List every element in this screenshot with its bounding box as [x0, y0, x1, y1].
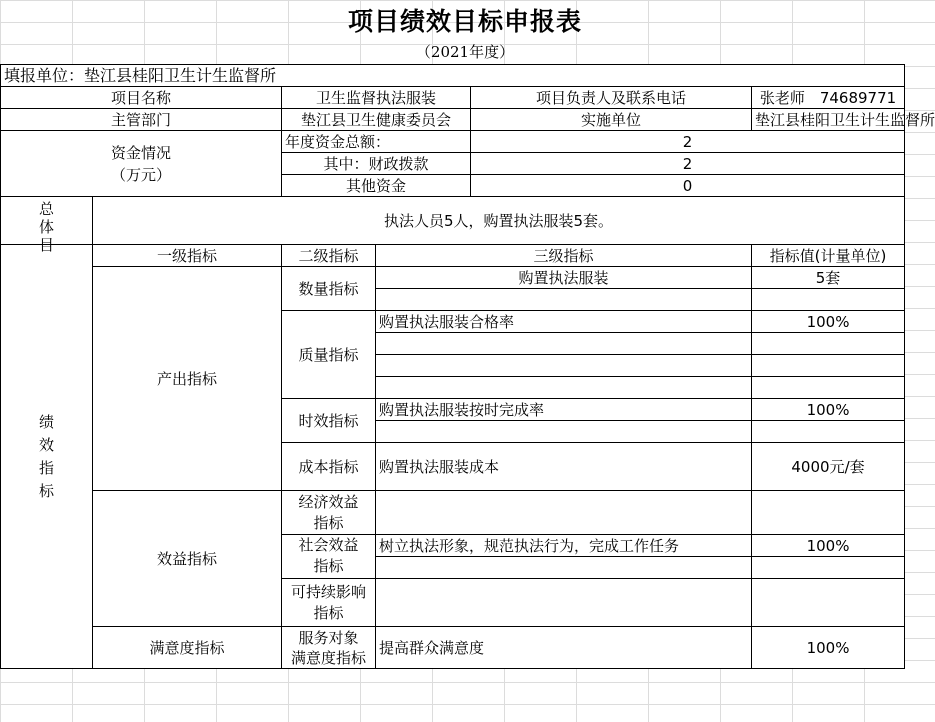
cost-item: 购置执法服装成本: [376, 443, 752, 491]
quality-value-empty: [752, 333, 905, 355]
funds-label-line1: 资金情况: [110, 143, 171, 162]
quality-item-empty: [376, 377, 752, 399]
funds-fiscal-label: 其中：财政拨款: [282, 153, 471, 175]
filling-unit-cell: 填报单位：垫江县桂阳卫生计生监督所: [1, 65, 905, 87]
project-contact-label: 项目负责人及联系电话: [471, 87, 752, 109]
funds-total-value: 2: [471, 131, 905, 153]
cost-value: 4000元/套: [752, 443, 905, 491]
output-indicator-label: 产出指标: [93, 267, 282, 491]
implementing-unit-value: 垫江县桂阳卫生计生监督所: [752, 109, 905, 131]
page-title: 项目绩效目标申报表: [347, 7, 582, 36]
quantity-value-empty: [752, 289, 905, 311]
timeliness-item-empty: [376, 421, 752, 443]
funds-label-line2: （万元）: [110, 165, 171, 184]
economic-indicator-label: 经济效益 指标: [282, 491, 376, 535]
satisfaction-indicator-label: 满意度指标: [93, 627, 282, 669]
performance-header-row: [1, 245, 905, 267]
quality-value: 100%: [752, 311, 905, 333]
sustainability-value-empty: [752, 579, 905, 627]
year-subtitle: （2021年度）: [415, 43, 515, 61]
quality-item-empty: [376, 355, 752, 377]
funds-fiscal-value: 2: [471, 153, 905, 175]
header-level2: 二级指标: [282, 245, 376, 267]
sustainability-item-empty: [376, 579, 752, 627]
quality-item-empty: [376, 333, 752, 355]
social-item-empty: [376, 557, 752, 579]
overall-goal-label: [1, 197, 93, 254]
timeliness-item: 购置执法服装按时完成率: [376, 399, 752, 421]
timeliness-indicator-label: 时效指标: [282, 399, 376, 443]
quality-value-empty: [752, 355, 905, 377]
funds-label: [1, 131, 282, 197]
economic-item-empty: [376, 491, 752, 535]
report-table: [0, 64, 935, 669]
overall-goal-label-text: 总 体 目: [38, 199, 54, 254]
quality-indicator-label: 质量指标: [282, 311, 376, 399]
funds-other-value: 0: [471, 175, 905, 197]
social-indicator-label: 社会效益 指标: [282, 535, 376, 579]
performance-indicators-label: 绩 效 指 标: [1, 245, 93, 669]
implementing-unit-label: 实施单位: [471, 109, 752, 131]
overall-goal-row: [1, 197, 905, 245]
overall-goal-text: 执法人员5人，购置执法服装5套。: [93, 197, 905, 245]
department-label: 主管部门: [1, 109, 282, 131]
social-value-empty: [752, 557, 905, 579]
header-level1: 一级指标: [93, 245, 282, 267]
timeliness-value: 100%: [752, 399, 905, 421]
satisfaction-sub-label: 服务对象 满意度指标: [282, 627, 376, 669]
satisfaction-item: 提高群众满意度: [376, 627, 752, 669]
benefit-indicator-label: 效益指标: [93, 491, 282, 627]
funds-total-label: 年度资金总额：: [282, 131, 471, 153]
timeliness-value-empty: [752, 421, 905, 443]
project-name-row: [1, 87, 905, 109]
satisfaction-row: [1, 627, 905, 669]
sustainability-indicator-label: 可持续影响 指标: [282, 579, 376, 627]
header-value: 指标值(计量单位): [752, 245, 905, 267]
quantity-item-empty: [376, 289, 752, 311]
quality-value-empty: [752, 377, 905, 399]
social-value: 100%: [752, 535, 905, 557]
project-contact-value: 张老师 74689771: [752, 87, 905, 109]
satisfaction-value: 100%: [752, 627, 905, 669]
economic-value-empty: [752, 491, 905, 535]
quantity-item: 购置执法服装: [376, 267, 752, 289]
header-level3: 三级指标: [376, 245, 752, 267]
department-row: [1, 109, 905, 131]
filling-unit-row: [1, 65, 905, 87]
project-name-value: 卫生监督执法服装: [282, 87, 471, 109]
quantity-indicator-label: 数量指标: [282, 267, 376, 311]
department-value: 垫江县卫生健康委员会: [282, 109, 471, 131]
quantity-value: 5套: [752, 267, 905, 289]
social-item: 树立执法形象，规范执法行为，完成工作任务: [376, 535, 752, 557]
funds-total-row: [1, 131, 905, 153]
quantity-row-1: [1, 267, 905, 289]
quality-item: 购置执法服装合格率: [376, 311, 752, 333]
project-name-label: 项目名称: [1, 87, 282, 109]
cost-indicator-label: 成本指标: [282, 443, 376, 491]
funds-other-label: 其他资金: [282, 175, 471, 197]
